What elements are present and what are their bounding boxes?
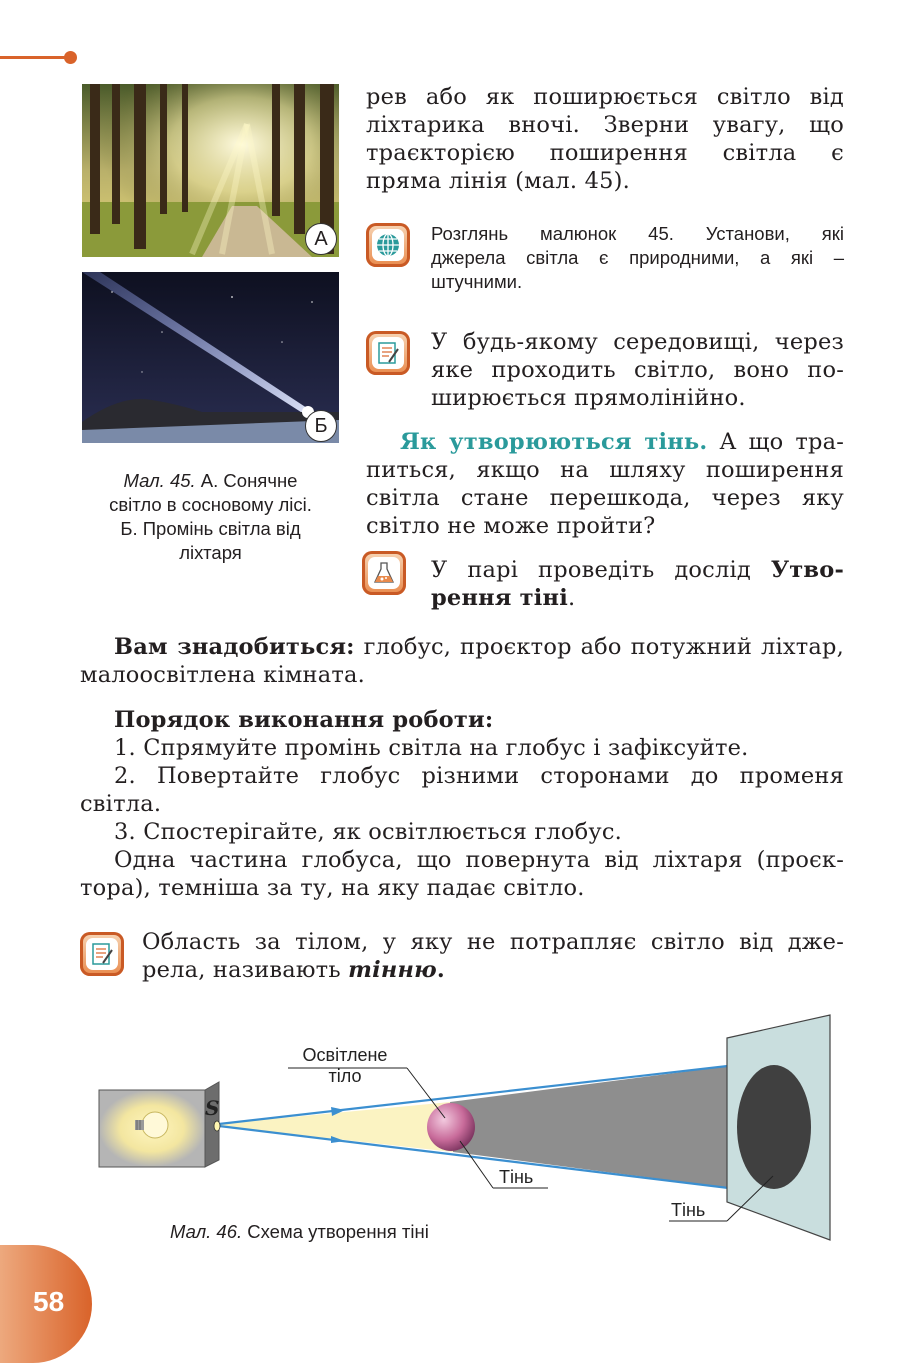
intro-paragraph [366, 83, 844, 195]
photo-b-badge: Б [305, 410, 337, 442]
caption-text: Схема утворення тіні [242, 1221, 429, 1242]
text-line: малоосвітлена кімната. [80, 662, 365, 688]
text-line: штучними. [431, 271, 523, 292]
text-line: пряма лінія (мал. 45). [366, 168, 630, 194]
notepad-definition-icon [80, 932, 124, 976]
materials-label: Вам знадобиться: [114, 634, 355, 660]
text-line: траєкторією поширення світла є [366, 140, 844, 166]
definition-term: тінню [348, 957, 437, 983]
conclusion-line: тора), темніша за ту, на яку падає світло. [80, 875, 585, 901]
procedure-step: 1. Спрямуйте промінь світла на глобус і зафіксуйте. [114, 735, 749, 761]
text-fragment: А що тра- [707, 429, 845, 455]
text-line: У будь-якому середовищі, через [431, 329, 844, 355]
shadow-definition [142, 928, 844, 984]
text-fragment: . [567, 585, 576, 611]
shadow-diagram [95, 1010, 840, 1245]
rule-rectilinear [431, 328, 844, 412]
experiment-title: Утво- [770, 557, 844, 583]
photo-light-beam [82, 272, 339, 443]
procedure-step: 3. Спостерігайте, як освітлюється глобус. [114, 819, 622, 845]
procedure-step: світла. [80, 791, 162, 817]
text-line: ліхтарика вночі. Зверни увагу, що [366, 112, 844, 138]
figure-45-caption [82, 469, 339, 565]
label-line: Освітлене [302, 1045, 388, 1065]
procedure-section [80, 706, 844, 902]
text-line: рев або як поширюється світло від [366, 84, 844, 110]
photo-forest [82, 84, 339, 257]
shadow-label-sphere: Тінь [499, 1167, 534, 1187]
flask-experiment-icon [362, 551, 406, 595]
text-line [366, 428, 844, 456]
header-decoration [0, 55, 80, 61]
caption-line: світло в сосновому лісі. [109, 494, 312, 515]
text-fragment: . [436, 957, 445, 983]
caption-line: А. Сонячне [195, 470, 298, 491]
caption-line: ліхтаря [179, 542, 242, 563]
text-line: світла стане перешкода, через яку [366, 485, 844, 511]
procedure-title-text: Порядок виконання роботи: [114, 707, 494, 733]
shadow-label-screen: Тінь [671, 1200, 706, 1220]
text-line [431, 556, 844, 584]
text-line: ширюється прямолінійно. [431, 385, 746, 411]
text-line: джерела світла є природними, а які – [431, 247, 844, 268]
page-number: 58 [33, 1286, 65, 1317]
caption-fig-label: Мал. 46. [170, 1221, 243, 1242]
text-fragment: глобус, проєктор або потужний ліхтар, [354, 634, 844, 660]
source-label: S [205, 1096, 220, 1120]
photo-a-badge: А [305, 223, 337, 255]
materials-paragraph [80, 633, 844, 689]
experiment-title: рення тіні [431, 585, 568, 611]
caption-line: Б. Промінь світла від [120, 518, 301, 539]
text-line: яке проходить світло, воно по- [431, 357, 844, 383]
lit-body-label [275, 1045, 415, 1087]
label-line: тіло [328, 1066, 362, 1086]
procedure-title [80, 706, 844, 734]
text-line: світло не може пройти? [366, 513, 656, 539]
section-heading: Як утворюються тінь. [400, 429, 708, 455]
text-line [431, 584, 844, 612]
globe-task-icon [366, 223, 410, 267]
text-line [80, 633, 844, 661]
text-line [142, 956, 844, 984]
task-text [431, 222, 844, 294]
notepad-rule-icon [366, 331, 410, 375]
experiment-task [431, 556, 844, 612]
text-line: Область за тілом, у яку не потрапляє світло від дже- [142, 929, 844, 955]
text-fragment: У парі проведіть дослід [431, 557, 771, 583]
figure-46-caption [170, 1221, 429, 1243]
shadow-question [366, 428, 844, 540]
text-line: Розглянь малюнок 45. Установи, які [431, 223, 844, 244]
procedure-step: 2. Повертайте глобус різними сторонами до променя [114, 763, 844, 789]
text-fragment: рела, називають [142, 957, 349, 983]
text-line: питься, якщо на шляху поширення [366, 457, 844, 483]
conclusion-line: Одна частина глобуса, що повернута від ліхтаря (проєк- [114, 847, 844, 873]
caption-fig-label: Мал. 45. [123, 470, 196, 491]
